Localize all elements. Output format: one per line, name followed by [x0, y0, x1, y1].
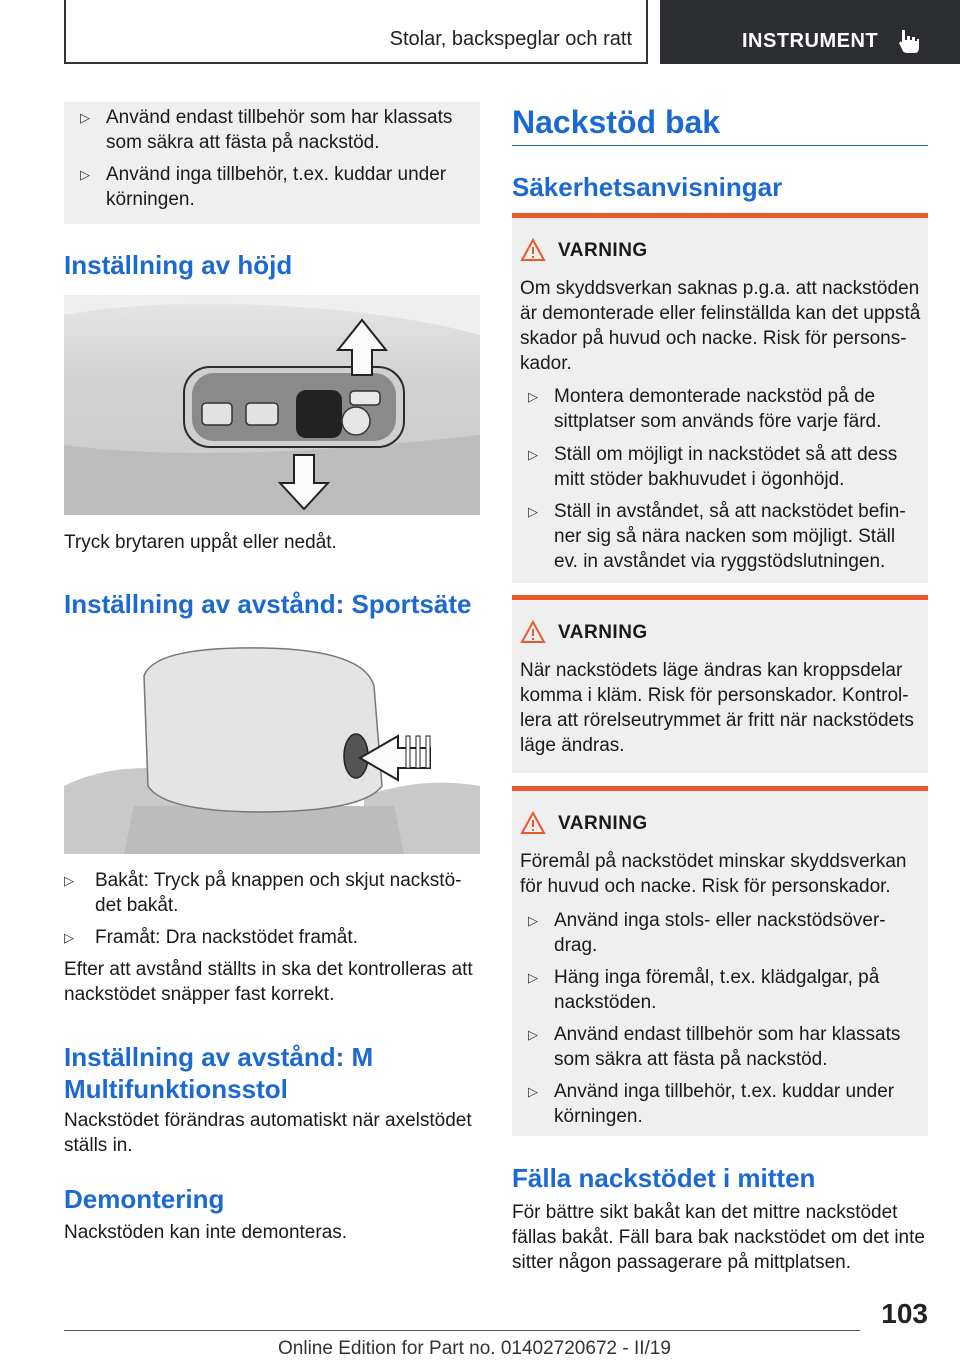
distance-note: Efter att avstånd ställts in ska det kontrolleras att nackstödet snäpper fast korrekt.: [64, 959, 473, 1005]
distance-sport-heading: Inställning av avstånd: Sportsäte: [64, 589, 472, 619]
header-section-title: Stolar, backspeglar och ratt: [389, 28, 632, 50]
height-heading: Inställning av höjd: [64, 250, 293, 280]
warning-triangle-icon: [520, 238, 546, 262]
list-item: ▷ Montera demonterade nackstöd på de sittplatser som används före varje färd.: [528, 386, 882, 432]
triangle-bullet-icon: ▷: [64, 873, 74, 888]
warning-box: [512, 786, 928, 1136]
triangle-bullet-icon: ▷: [80, 110, 90, 125]
fold-text: För bättre sikt bakåt kan det mittre nackstödet fällas bakåt. Fäll bara bak nackstödet om det inte sitter någon passagerare på mittplatsen.: [512, 1202, 925, 1273]
triangle-bullet-icon: ▷: [528, 1084, 538, 1099]
headrest-button-image: [64, 636, 480, 854]
warning-text: Om skyddsverkan saknas p.g.a. att nackstöden är demonterade eller felinställda kan det uppstå skador på huvud och nacke. Risk för persons-kador.: [520, 278, 921, 374]
warning-label: VARNING: [558, 240, 648, 261]
fold-heading: Fälla nackstödet i mitten: [512, 1163, 816, 1193]
header-chapter-label: INSTRUMENT: [742, 30, 879, 52]
list-item: ▷ Använd inga tillbehör, t.ex. kuddar under körningen.: [528, 1081, 895, 1127]
triangle-bullet-icon: ▷: [528, 389, 538, 404]
triangle-bullet-icon: ▷: [528, 970, 538, 985]
multi-text: Nackstödet förändras automatiskt när axelstödet ställs in.: [64, 1110, 472, 1156]
triangle-bullet-icon: ▷: [528, 913, 538, 928]
triangle-bullet-icon: ▷: [528, 504, 538, 519]
safety-heading: Säkerhetsanvisningar: [512, 172, 783, 202]
warning-triangle-icon: [520, 620, 546, 644]
triangle-bullet-icon: ▷: [64, 930, 74, 945]
warning-text: När nackstödets läge ändras kan kroppsdelar komma i kläm. Risk för personskador. Kontrol-lera att rörelseutrymmet är fritt när nackstödets läge ändras.: [520, 660, 914, 756]
list-item: ▷ Använd inga stols- eller nackstödsöver-drag.: [528, 910, 886, 956]
list-item: ▷ Använd inga tillbehör, t.ex. kuddar under körningen.: [80, 164, 447, 210]
pointing-hand-icon: [898, 28, 920, 54]
multi-heading: Inställning av avstånd: M Multifunktionsstol: [64, 1042, 374, 1104]
header-chapter-tab: [660, 0, 960, 64]
warning-triangle-icon: [520, 811, 546, 835]
triangle-bullet-icon: ▷: [80, 167, 90, 182]
warning-label: VARNING: [558, 622, 648, 643]
list-item: ▷ Ställ in avståndet, så att nackstödet befin-ner sig så nära nacken som möjligt. Ställ ev. in avståndet via ryggstödslutningen.: [528, 501, 906, 572]
list-item: ▷ Ställ om möjligt in nackstödet så att dess mitt stöder bakhuvudet i ögonhöjd.: [528, 444, 898, 490]
page-header: [0, 0, 960, 64]
warning-box: [512, 595, 928, 773]
height-caption: Tryck brytaren uppåt eller nedåt.: [64, 532, 337, 553]
triangle-bullet-icon: ▷: [528, 447, 538, 462]
demount-text: Nackstöden kan inte demonteras.: [64, 1222, 348, 1243]
main-heading-rule: [512, 145, 928, 146]
page-number: 103: [881, 1298, 928, 1329]
header-section-box: [64, 0, 648, 64]
main-heading: Nackstöd bak: [512, 104, 721, 140]
list-item: ▷ Bakåt: Tryck på knappen och skjut nackstö-det bakåt.: [64, 870, 462, 916]
warning-box: [512, 213, 928, 583]
list-item: ▷ Använd endast tillbehör som har klassats som säkra att fästa på nackstöd.: [528, 1024, 901, 1070]
demount-heading: Demontering: [64, 1184, 225, 1214]
seat-switch-image: [64, 295, 480, 515]
list-item: ▷ Häng inga föremål, t.ex. klädgalgar, på nackstöden.: [528, 967, 880, 1013]
list-item: ▷ Använd endast tillbehör som har klassats som säkra att fästa på nackstöd.: [80, 107, 453, 153]
warning-label: VARNING: [558, 813, 648, 834]
warning-text: Föremål på nackstödet minskar skyddsverkan för huvud och nacke. Risk för personskador.: [520, 851, 907, 897]
footer-rule: [64, 1330, 860, 1331]
triangle-bullet-icon: ▷: [528, 1027, 538, 1042]
edition-text: Online Edition for Part no. 01402720672 - II/19: [278, 1338, 671, 1359]
list-item: ▷ Framåt: Dra nackstödet framåt.: [64, 927, 358, 948]
